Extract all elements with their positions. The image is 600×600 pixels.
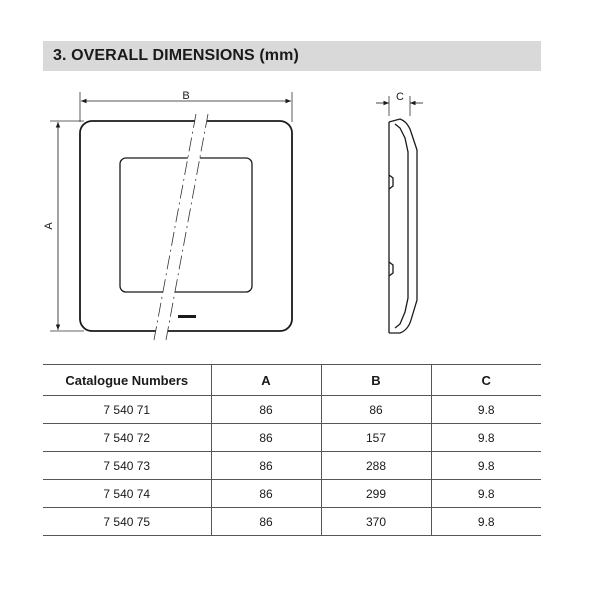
plate-side-view	[389, 119, 417, 333]
table-row	[43, 396, 541, 424]
cell-catalogue: 7 540 75	[43, 508, 211, 536]
cell-b: 288	[321, 452, 431, 480]
label-b: B	[182, 90, 190, 102]
brand-logo	[178, 315, 196, 318]
dimension-c	[376, 91, 423, 116]
cell-b: 299	[321, 480, 431, 508]
cell-a: 86	[211, 508, 321, 536]
cell-c: 9.8	[431, 396, 541, 424]
cell-catalogue: 7 540 73	[43, 452, 211, 480]
cell-a: 86	[211, 452, 321, 480]
label-a: A	[43, 222, 55, 230]
cell-c: 9.8	[431, 508, 541, 536]
col-header-b: B	[321, 365, 431, 396]
table-row	[43, 508, 541, 536]
cell-b: 370	[321, 508, 431, 536]
cell-c: 9.8	[431, 424, 541, 452]
dimension-a	[43, 121, 84, 331]
cell-b: 157	[321, 424, 431, 452]
col-header-catalogue: Catalogue Numbers	[43, 365, 211, 396]
cell-catalogue: 7 540 74	[43, 480, 211, 508]
cell-a: 86	[211, 396, 321, 424]
table-row	[43, 480, 541, 508]
cell-catalogue: 7 540 71	[43, 396, 211, 424]
label-c: C	[396, 91, 404, 103]
dimensions-table	[43, 364, 541, 536]
cell-c: 9.8	[431, 480, 541, 508]
cell-catalogue: 7 540 72	[43, 424, 211, 452]
col-header-a: A	[211, 365, 321, 396]
section-title: 3. OVERALL DIMENSIONS (mm)	[53, 47, 299, 64]
cell-a: 86	[211, 480, 321, 508]
cell-c: 9.8	[431, 452, 541, 480]
table-row	[43, 424, 541, 452]
plate-front-view	[80, 114, 292, 340]
dimension-b	[80, 90, 292, 122]
col-header-c: C	[431, 365, 541, 396]
cell-a: 86	[211, 424, 321, 452]
table-row	[43, 452, 541, 480]
cell-b: 86	[321, 396, 431, 424]
table-header-row	[43, 365, 541, 396]
